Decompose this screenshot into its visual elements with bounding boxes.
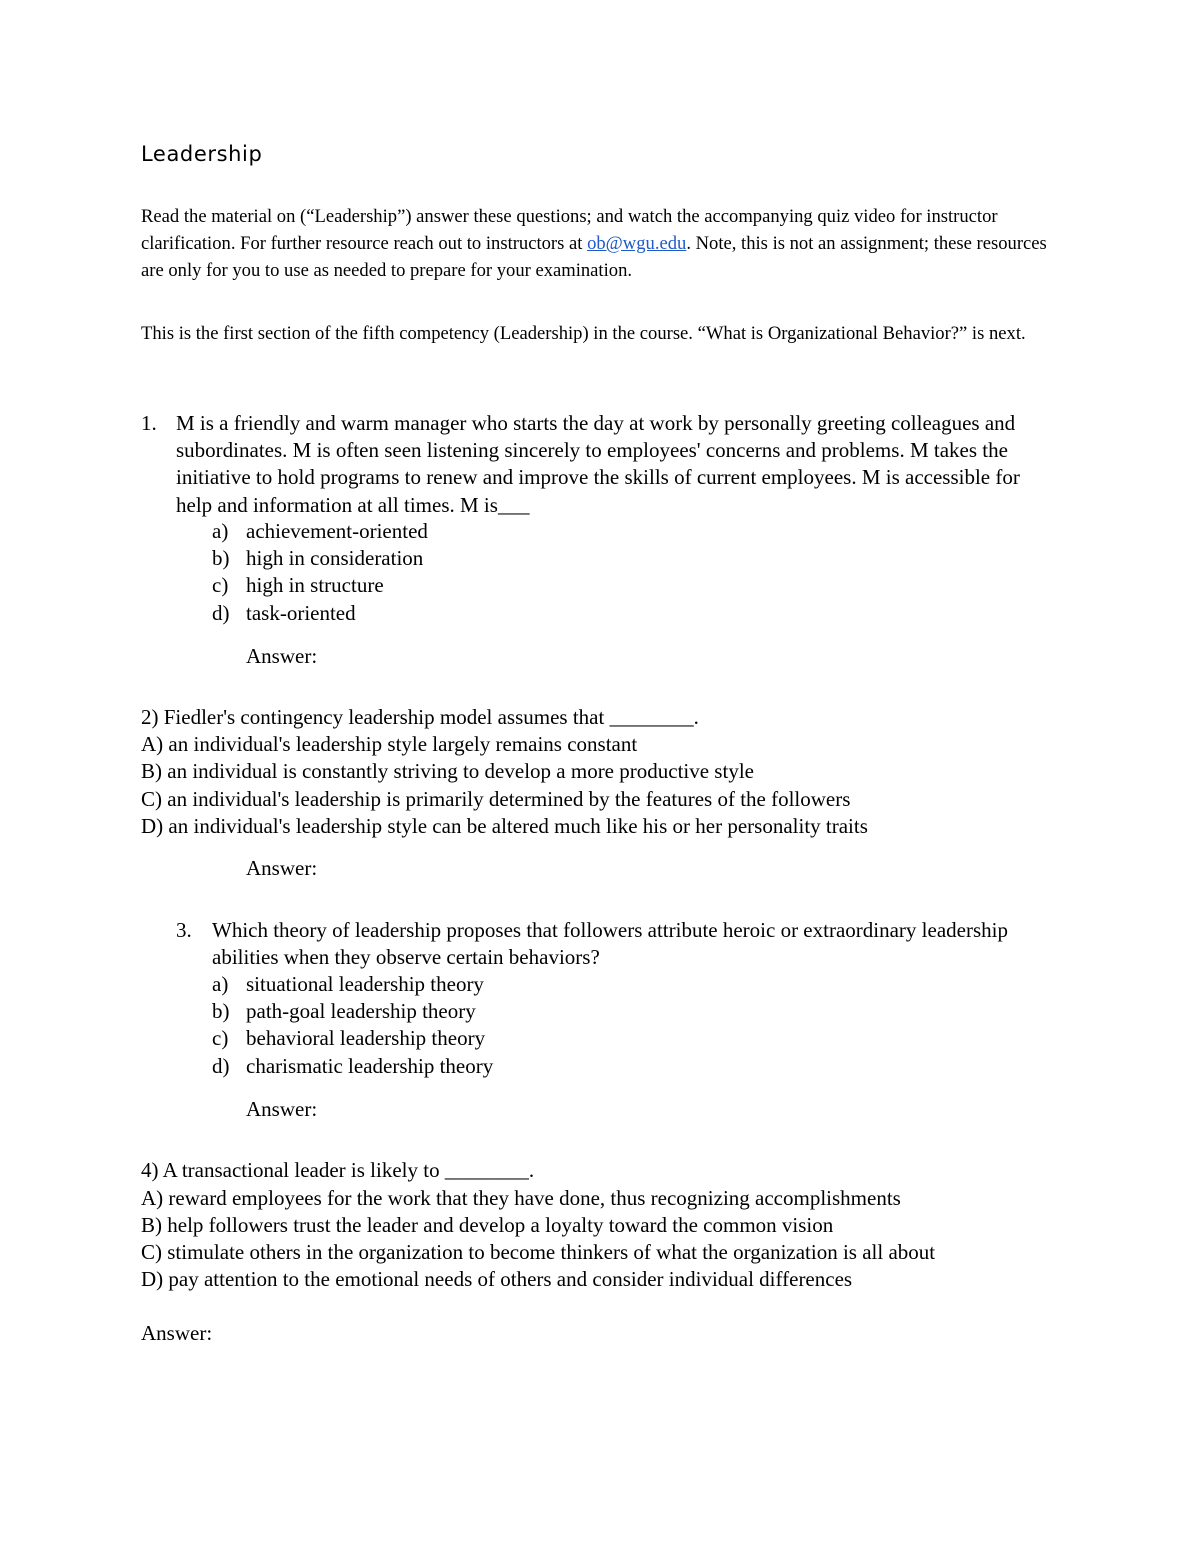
question-2-option[interactable]: C) an individual's leadership is primarily determined by the features of the followers	[141, 787, 851, 811]
option-text: high in consideration	[246, 546, 424, 571]
intro-text: Read the material on (“Leadership”) answer these questions; and watch the accompanying quiz video for instructor clarification. For further resource reach out to instructors at	[141, 206, 998, 254]
page-title: Leadership	[141, 142, 263, 166]
question-4-option[interactable]: B) help followers trust the leader and develop a loyalty toward the common vision	[141, 1213, 834, 1237]
intro-text-continued: . Note, this is not an assignment; these resources are only for you to use as needed to prepare for your examination.	[141, 233, 1047, 281]
option-text: situational leadership theory	[246, 972, 484, 996]
question-1-option[interactable]	[212, 572, 428, 599]
question-4-option[interactable]: A) reward employees for the work that they have done, thus recognizing accomplishments	[141, 1186, 901, 1210]
question-4-option[interactable]: C) stimulate others in the organization to become thinkers of what the organization is all about	[141, 1240, 936, 1264]
question-1-option[interactable]	[212, 545, 428, 572]
question-1-text: M is a friendly and warm manager who starts the day at work by personally greeting colleagues and subordinates. M is often seen listening sincerely to employees' concerns and problems. M takes the initiative to hold programs to renew and improve the skills of current employees. M is accessible for help and information at all times. M is___	[176, 411, 1020, 517]
option-letter: d)	[212, 600, 230, 625]
question-2-option[interactable]: D) an individual's leadership style can be altered much like his or her personality traits	[141, 814, 868, 838]
option-text: behavioral leadership theory	[246, 1026, 486, 1051]
question-1-answer-label: Answer:	[246, 644, 318, 668]
question-2-answer-label: Answer:	[246, 856, 318, 880]
question-2-option[interactable]: A) an individual's leadership style largely remains constant	[141, 732, 638, 756]
instructor-email-link[interactable]: ob@wgu.edu	[587, 233, 687, 254]
intro-paragraph	[141, 203, 1071, 284]
option-text: path-goal leadership theory	[246, 999, 476, 1024]
question-4-option[interactable]: D) pay attention to the emotional needs of others and consider individual differences	[141, 1267, 853, 1291]
question-1-option[interactable]	[212, 518, 428, 545]
question-3-number: 3.	[176, 918, 192, 942]
option-letter: a)	[212, 972, 229, 996]
option-letter: b)	[212, 546, 230, 571]
option-text: achievement-oriented	[246, 519, 428, 543]
option-letter: c)	[212, 573, 229, 598]
option-letter: a)	[212, 519, 229, 543]
option-letter: b)	[212, 999, 230, 1024]
question-3-option[interactable]	[212, 1053, 493, 1080]
question-1-option[interactable]	[212, 600, 428, 627]
intro-section-note: This is the first section of the fifth competency (Leadership) in the course. “What is Organizational Behavior?” is next.	[141, 323, 1026, 344]
question-1-options	[212, 518, 428, 627]
question-4-answer-label: Answer:	[141, 1321, 213, 1345]
question-4-text: 4) A transactional leader is likely to ________.	[141, 1158, 535, 1182]
question-1-number: 1.	[141, 411, 157, 435]
question-3-option[interactable]	[212, 998, 493, 1025]
question-2-text: 2) Fiedler's contingency leadership model assumes that ________.	[141, 705, 699, 729]
question-3-text: Which theory of leadership proposes that followers attribute heroic or extraordinary leadership abilities when they observe certain behaviors?	[212, 918, 1008, 970]
option-text: high in structure	[246, 573, 384, 598]
option-letter: d)	[212, 1053, 230, 1078]
question-3-option[interactable]	[212, 971, 493, 998]
option-text: charismatic leadership theory	[246, 1053, 494, 1078]
option-text: task-oriented	[246, 600, 356, 625]
question-3-option[interactable]	[212, 1025, 493, 1052]
question-3-options	[212, 971, 493, 1080]
question-2-option[interactable]: B) an individual is constantly striving to develop a more productive style	[141, 759, 754, 783]
question-3-answer-label: Answer:	[246, 1097, 318, 1121]
option-letter: c)	[212, 1026, 229, 1051]
